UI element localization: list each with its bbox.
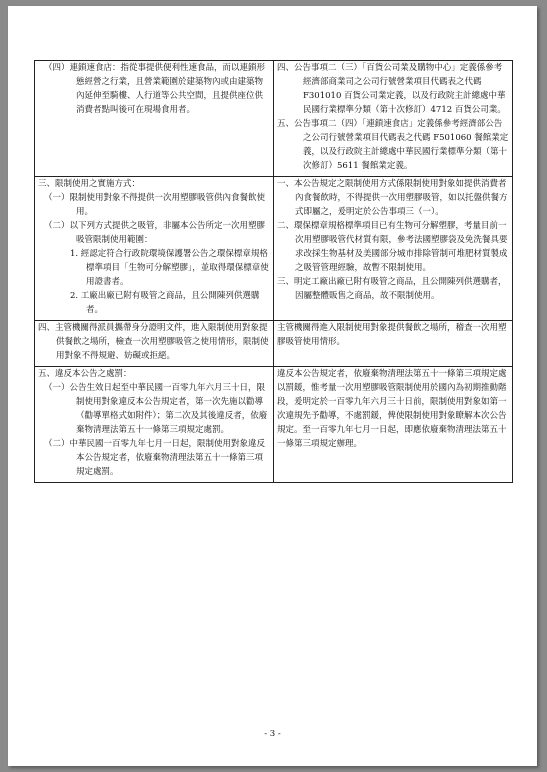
table-row (35, 61, 513, 177)
explanation-paragraph: 違反本公告規定者，依廢棄物清理法第五十一條第三項規定處以罰鍰，惟考量一次用塑膠吸管限制使用於國內為初期推動階段，爰明定於一百零九年六月三十日前，限制使用對象如第一次違規先予勸導，不處罰鍰，俾使限制使用對象瞭解本次公告規定。至一百零九年七月一日起，即應依廢棄物清理法第五十一條第三項規定辦理。 (277, 369, 507, 449)
explanation-paragraph: 主管機關得進入限制使用對象提供餐飲之場所，稽查一次用塑膠吸管使用情形。 (277, 323, 507, 347)
explanation-paragraph: 五、公告事項二（四）「連鎖速食店」定義係參考經濟部公告之公司行號營業項目代碼表之代碼 F501060 餐館業定義，以及行政院主計總處中華民國行業標準分類（第十次修訂）5611 餐館業定義。 (277, 119, 509, 171)
provision-cell (35, 177, 274, 321)
explanation-cell (274, 367, 513, 483)
explanation-paragraph: 四、公告事項二（三）「百貨公司業及購物中心」定義係參考經濟部商業司之公司行號營業項目代碼表之代碼 F301010 百貨公司業定義，以及行政院主計總處中華民國行業標準分類（第十次修訂）4712 百貨公司業。 (277, 63, 506, 115)
provision-paragraph: 1. 經認定符合行政院環境保護署公告之環保標章規格標準項目「生物可分解塑膠」，並取得環保標章使用證書者。 (70, 249, 269, 287)
provision-paragraph: 四、主管機關得派員攜帶身分證明文件，進入限制使用對象提供餐飲之場所，檢查一次用塑膠吸管之使用情形，限制使用對象不得規避、妨礙或拒絕。 (38, 323, 269, 361)
provision-cell (35, 321, 274, 367)
provision-cell (35, 367, 274, 483)
table-body (35, 61, 513, 483)
provision-paragraph: （一）限制使用對象不得提供一次用塑膠吸管供內食餐飲使用。 (44, 193, 266, 217)
provision-paragraph: 2. 工廠出廠已附有吸管之商品，且公開陳列供選購者。 (70, 291, 260, 315)
explanation-paragraph: 二、環保標章規格標準項目已有生物可分解塑膠，考量目前一次用塑膠吸管代材質有限，參考法國塑膠袋及免洗餐具要求改採生物基材及美國部分城市排除管制可堆肥材質製成之吸管管理經驗，故暫不限制使用。 (277, 221, 508, 273)
explanation-cell (274, 177, 513, 321)
provision-paragraph: （二）以下列方式提供之吸管，非屬本公告所定一次用塑膠吸管限制使用範圍： (44, 221, 266, 245)
provision-cell (35, 61, 274, 177)
table-row (35, 177, 513, 321)
provision-paragraph: （一）公告生效日起至中華民國一百零九年六月三十日，限制使用對象違反本公告規定者，第一次先施以勸導（勸導單格式如附件）；第二次及其後違反者，依廢棄物清理法第五十一條第三項規定處罰。 (44, 383, 268, 435)
explanation-cell (274, 61, 513, 177)
provision-paragraph: （四）連鎖速食店：指從事提供便利性速食品，而以連鎖形態經營之行業，且營業範圍於建築物內或由建築物內延伸至騎樓、人行道等公共空間，且提供座位供消費者點叫後可在現場食用者。 (44, 63, 266, 115)
page-number: - 3 - (264, 729, 281, 739)
table-row (35, 367, 513, 483)
provision-paragraph: 五、違反本公告之處罰： (38, 369, 132, 379)
provision-paragraph: 三、限制使用之實施方式： (38, 179, 141, 189)
provision-paragraph: （二）中華民國一百零九年七月一日起，限制使用對象違反本公告規定者，依廢棄物清理法第五十一條第三項規定處罰。 (44, 439, 266, 477)
document-page (8, 6, 537, 766)
explanation-paragraph: 一、本公告規定之限制使用方式係限制使用對象如提供消費者內食餐飲時，不得提供一次用塑膠吸管，如以托盤供餐方式即屬之，爰明定於公告事項三（一）。 (277, 179, 508, 217)
explanation-table (34, 60, 513, 483)
explanation-cell (274, 321, 513, 367)
explanation-paragraph: 三、明定工廠出廠已附有吸管之商品，且公開陳列供選購者，因屬整體販售之商品，故不限制使用。 (277, 277, 507, 301)
table-row (35, 321, 513, 367)
